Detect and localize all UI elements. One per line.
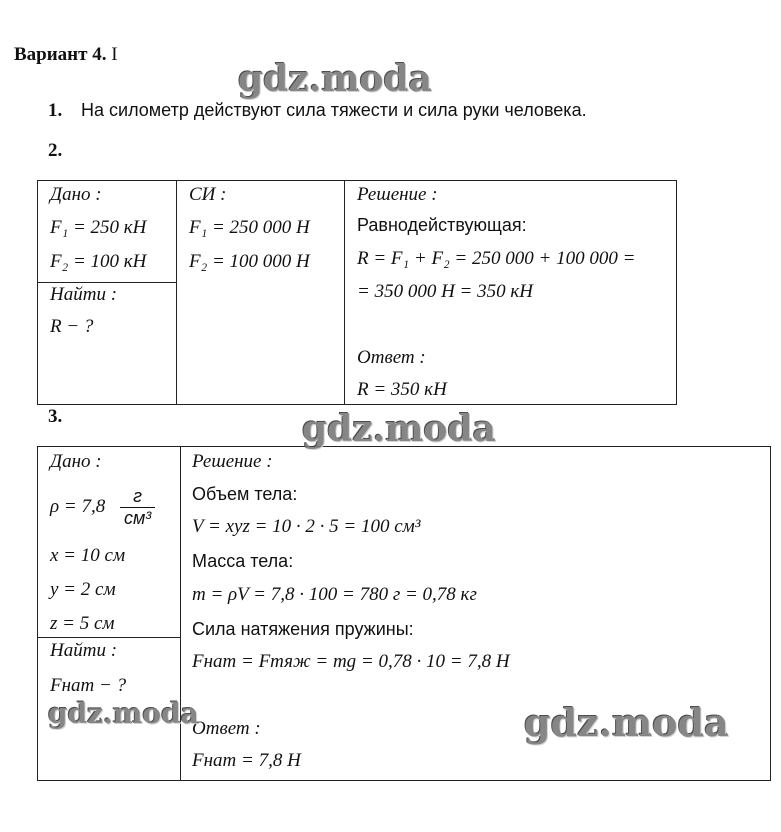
q3-answer-header: Ответ :	[192, 718, 261, 739]
q2-solution-line-1: Равнодействующая:	[357, 215, 527, 235]
question-3-number: 3.	[48, 406, 63, 427]
q2-solution-header: Решение :	[357, 184, 438, 205]
q3-rho-unit-numerator: г	[120, 486, 155, 508]
q3-rho-label: ρ = 7,8	[50, 495, 106, 517]
q2-si-f2: F₂ = 100 000 Н	[189, 251, 310, 272]
q3-find-header: Найти :	[50, 640, 118, 661]
q2-find-header: Найти :	[50, 284, 118, 305]
q3-divider-h	[37, 637, 181, 638]
question-1	[48, 100, 587, 122]
q3-given-z: z = 5 см	[50, 613, 115, 634]
q2-given-f1: F₁ = 250 кН	[50, 217, 147, 238]
q2-answer: R = 350 кН	[357, 379, 447, 400]
q3-given-rho	[50, 486, 155, 529]
q2-find: R − ?	[50, 316, 94, 337]
q3-answer: Fнат = 7,8 Н	[192, 750, 301, 771]
q2-given-header: Дано :	[50, 184, 102, 205]
q3-solution-line-5: Сила натяжения пружины:	[192, 619, 414, 639]
q2-solution-line-3: = 350 000 Н = 350 кН	[357, 281, 533, 302]
q3-rho-unit-fraction	[120, 486, 155, 529]
variant-heading	[14, 44, 118, 66]
q3-rho-unit-denominator: см³	[123, 508, 152, 528]
q3-given-y: y = 2 см	[50, 579, 116, 600]
q2-divider-2	[344, 180, 345, 404]
question-1-text: На силометр действуют сила тяжести и сила руки человека.	[81, 100, 587, 120]
variant-mark: I	[111, 44, 118, 65]
q3-given-x: x = 10 см	[50, 545, 126, 566]
q3-solution-line-2: V = xyz = 10 · 2 · 5 = 100 см³	[192, 516, 421, 537]
q2-solution-line-2: R = F₁ + F₂ = 250 000 + 100 000 =	[357, 248, 636, 269]
question-1-number: 1.	[48, 100, 63, 121]
question-2-number: 2.	[48, 140, 63, 161]
q2-si-f1: F₁ = 250 000 Н	[189, 217, 310, 238]
watermark-right: gdz.moda	[524, 700, 729, 745]
q2-divider-1	[176, 180, 177, 404]
watermark-middle: gdz.moda	[302, 408, 496, 450]
q3-solution-line-4: m = ρV = 7,8 · 100 = 780 г = 0,78 кг	[192, 584, 477, 605]
variant-title: Вариант 4.	[14, 44, 107, 65]
q2-answer-header: Ответ :	[357, 347, 426, 368]
q3-given-header: Дано :	[50, 451, 102, 472]
watermark-left: gdz.moda	[48, 697, 199, 730]
q2-given-f2: F₂ = 100 кН	[50, 251, 147, 272]
q3-solution-line-1: Объем тела:	[192, 484, 298, 504]
q2-divider-h	[37, 282, 177, 283]
q3-solution-line-6: Fнат = Fтяж = mg = 0,78 · 10 = 7,8 Н	[192, 651, 510, 672]
q3-find: Fнат − ?	[50, 675, 127, 696]
q2-si-header: СИ :	[189, 184, 227, 205]
q3-solution-header: Решение :	[192, 451, 273, 472]
watermark-top: gdz.moda	[238, 58, 432, 100]
q3-solution-line-3: Масса тела:	[192, 551, 294, 571]
